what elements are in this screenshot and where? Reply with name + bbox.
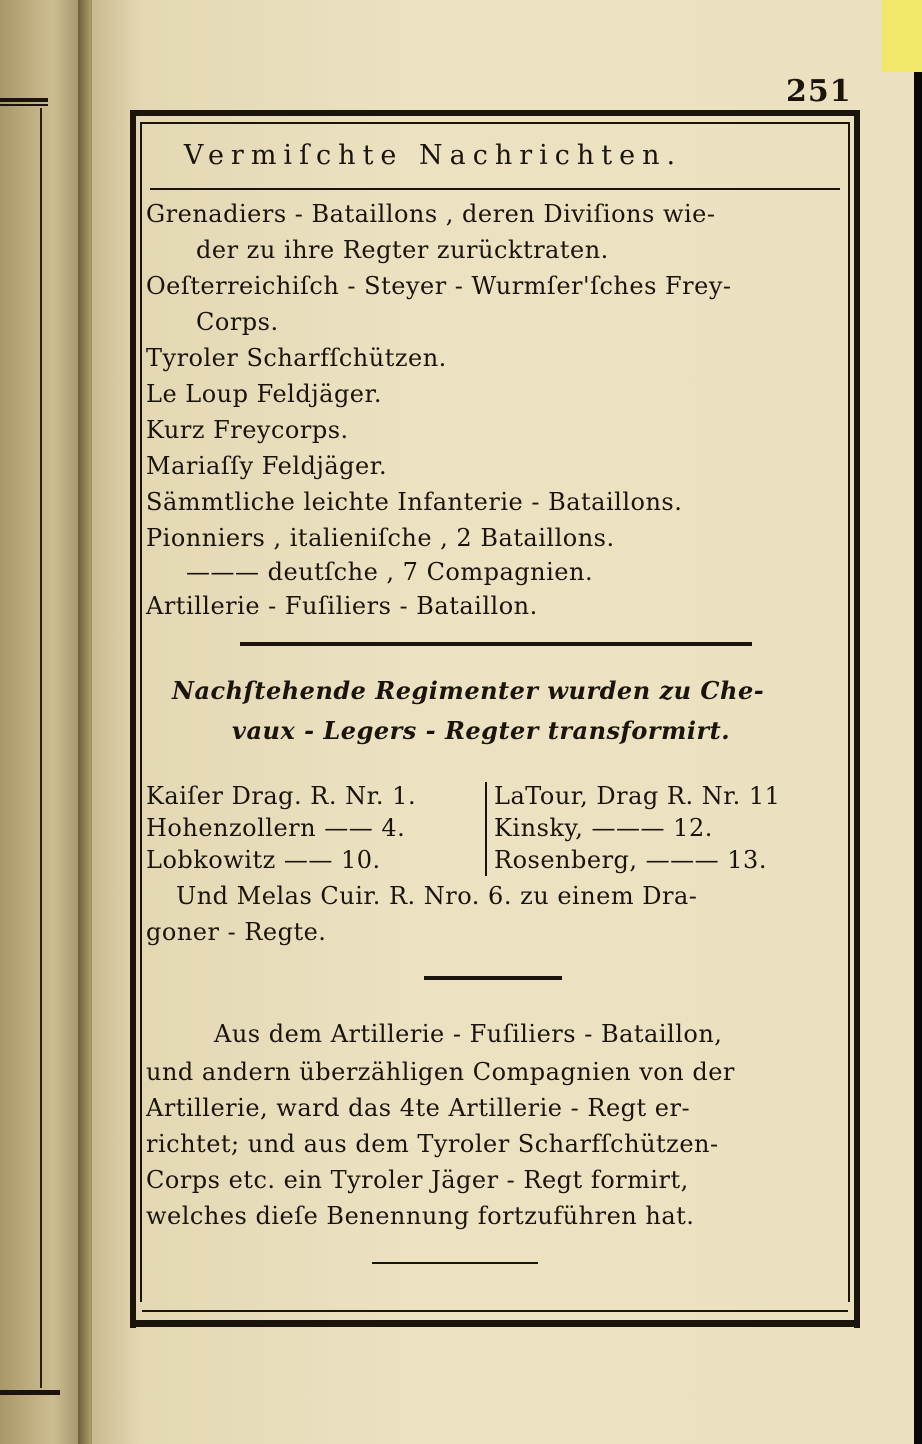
paragraph-line: welches dieſe Benennung fortzuführen hat. xyxy=(146,1202,695,1230)
closing-rule xyxy=(372,1262,538,1264)
melas-line: goner - Regte. xyxy=(146,918,327,946)
list-line: Kurz Freycorps. xyxy=(146,416,349,444)
melas-line: Und Melas Cuir. R. Nro. 6. zu einem Dra- xyxy=(176,882,698,910)
regiment-left: Lobkowitz —— 10. xyxy=(146,846,381,874)
paragraph-line: richtet; und aus dem Tyroler Scharfſchützen- xyxy=(146,1130,719,1158)
regiment-left: Hohenzollern —— 4. xyxy=(146,814,406,842)
regiment-right: LaTour, Drag R. Nr. 11 xyxy=(494,782,781,810)
list-line: Grenadiers - Bataillons , deren Diviſions wie- xyxy=(146,200,716,228)
list-line: ——— deutſche , 7 Compagnien. xyxy=(186,558,594,586)
heading-separator xyxy=(150,188,840,190)
regiment-left: Kaiſer Drag. R. Nr. 1. xyxy=(146,782,417,810)
list-line: Pionniers , italieniſche , 2 Bataillons. xyxy=(146,524,615,552)
facing-page-rule xyxy=(0,104,48,106)
list-line: der zu ihre Regter zurücktraten. xyxy=(196,236,609,264)
border-rule xyxy=(140,122,142,1302)
page-heading: Vermiſchte Nachrichten. xyxy=(183,140,683,171)
italic-heading-line: Nachſtehende Regimenter wurden zu Che- xyxy=(172,676,765,705)
section-rule xyxy=(240,642,752,646)
column-divider xyxy=(485,782,487,876)
paragraph-line: Aus dem Artillerie - Fuſiliers - Bataillon, xyxy=(214,1020,723,1048)
paragraph-line: und andern überzähligen Compagnien von der xyxy=(146,1058,735,1086)
list-line: Corps. xyxy=(196,308,279,336)
page-corner-highlight xyxy=(882,0,922,72)
page-number: 251 xyxy=(786,74,852,109)
border-rule xyxy=(130,110,136,1328)
list-line: Mariaſſy Feldjäger. xyxy=(146,452,388,480)
border-rule xyxy=(130,1320,860,1327)
list-line: Le Loup Feldjäger. xyxy=(146,380,382,408)
list-line: Oeſterreichiſch - Steyer - Wurmſer'ſches Frey- xyxy=(146,272,732,300)
border-rule xyxy=(142,1310,848,1312)
border-rule xyxy=(142,122,848,124)
border-rule xyxy=(854,110,860,1328)
section-rule-short xyxy=(424,976,562,980)
list-line: Tyroler Scharfſchützen. xyxy=(146,344,447,372)
paragraph-line: Artillerie, ward das 4te Artillerie - Regt er- xyxy=(146,1094,691,1122)
border-rule xyxy=(130,110,860,116)
facing-page-border xyxy=(40,108,42,1388)
regiment-right: Rosenberg, ——— 13. xyxy=(494,846,767,874)
list-line: Artillerie - Fuſiliers - Bataillon. xyxy=(146,592,538,620)
italic-heading-line: vaux - Legers - Regter transformirt. xyxy=(232,716,731,745)
border-rule xyxy=(848,122,850,1302)
paragraph-line: Corps etc. ein Tyroler Jäger - Regt formirt, xyxy=(146,1166,689,1194)
facing-page-rule xyxy=(0,98,48,102)
facing-page-rule xyxy=(0,1390,60,1395)
list-line: Sämmtliche leichte Infanterie - Bataillons. xyxy=(146,488,683,516)
regiment-right: Kinsky, ——— 12. xyxy=(494,814,713,842)
